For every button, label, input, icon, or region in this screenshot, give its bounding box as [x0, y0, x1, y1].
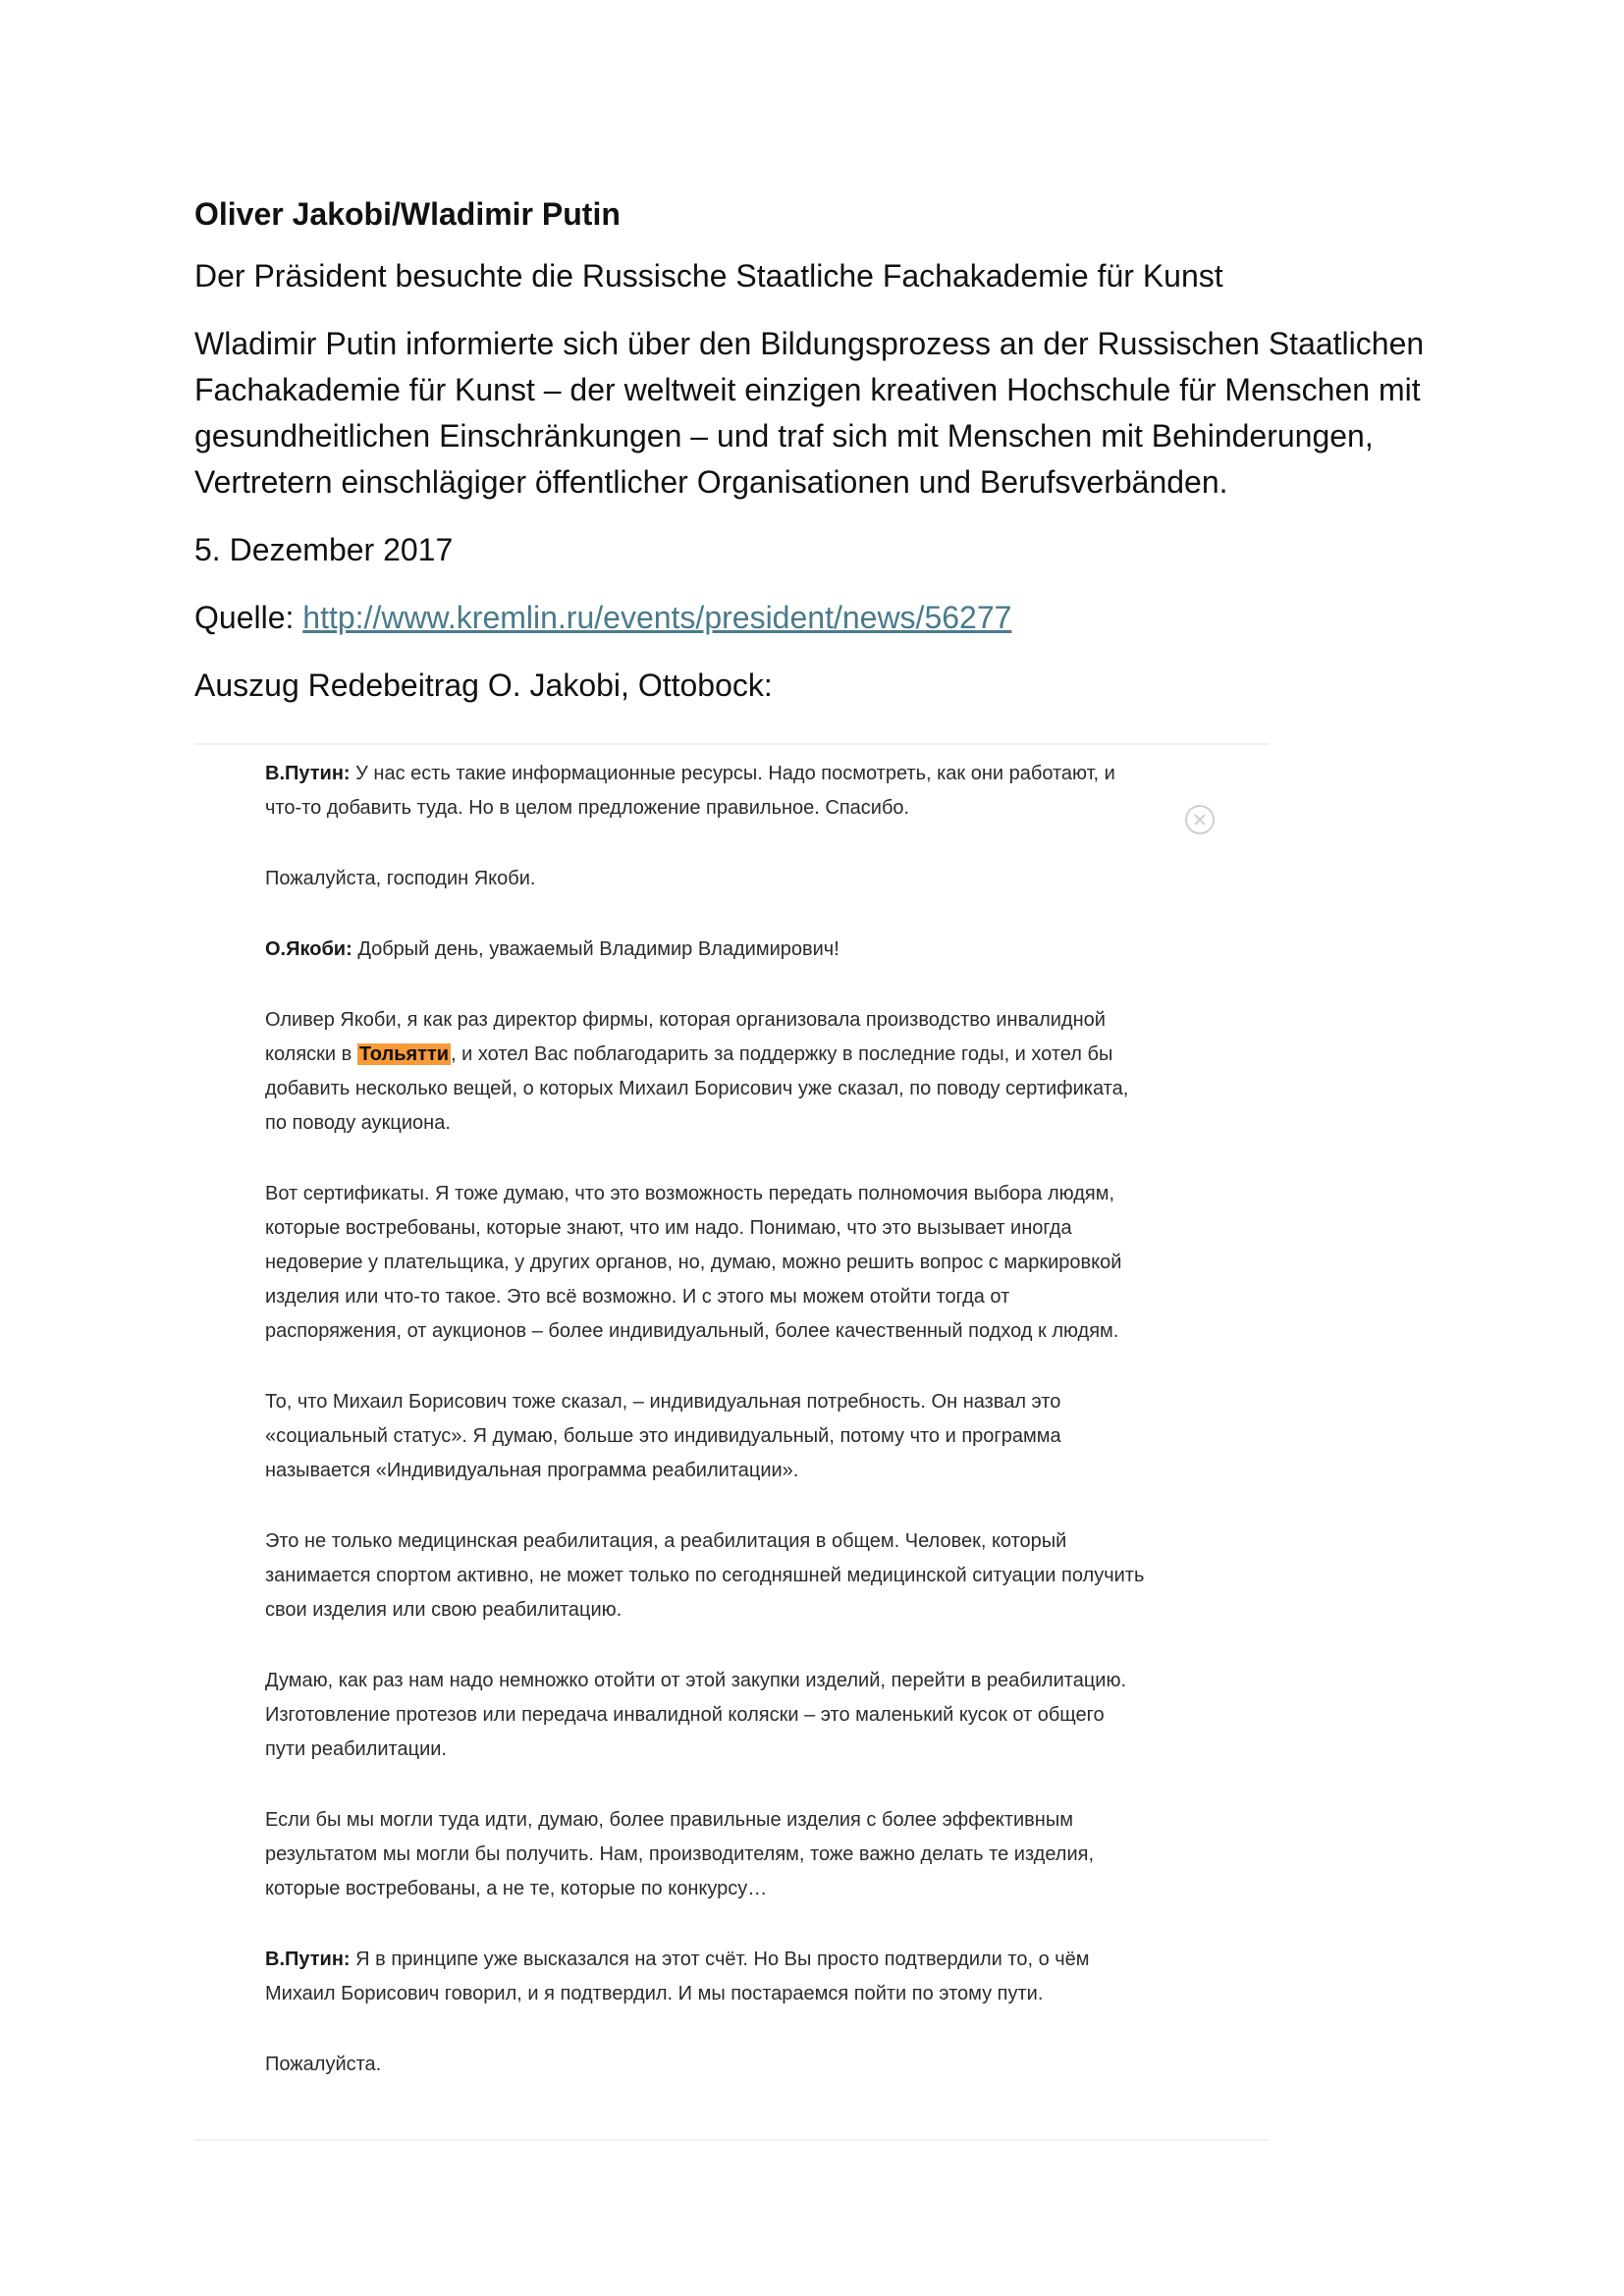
excerpt-label: Auszug Redebeitrag O. Jakobi, Ottobock:: [194, 667, 773, 703]
document-body: [194, 192, 1471, 730]
transcript-paragraph: В.Путин: У нас есть такие информационные ресурсы. Надо посмотреть, как они работают, и что-то добавить туда. Но в целом предложение правильное. Спасибо.: [265, 763, 1115, 819]
transcript-paragraph: Думаю, как раз нам надо немножко отойти от этой закупки изделий, перейти в реабилитацию. Изготовление протезов или передача инвалидной коляски – это маленький кусок от общего пути реабилитации.: [265, 1670, 1127, 1760]
transcript-screenshot: [194, 743, 1269, 2141]
summary: Wladimir Putin informierte sich über den Bildungsprozess an der Russischen Staatlichen Fachakademie für Kunst – der weltweit einzigen kreativen Hochschule für Menschen mit gesundheitlichen Einschränkungen – und traf sich mit Menschen mit Behinderungen, Vertretern einschlägiger öffentlicher Organisationen und Berufsverbänden.: [194, 326, 1425, 500]
search-highlight: Тольятти: [358, 1043, 450, 1065]
source-line: [194, 595, 1471, 641]
transcript-paragraph: Пожалуйста.: [265, 2054, 382, 2075]
source-link[interactable]: http://www.kremlin.ru/events/president/news/56277: [302, 600, 1012, 635]
transcript-paragraph: Вот сертификаты. Я тоже думаю, что это возможность передать полномочия выбора людям, которые востребованы, которые знают, что им надо. Понимаю, что это вызывает иногда недоверие у плательщика, у других органов, но, думаю, можно решить вопрос с маркировкой изделия или что-то такое. Это всё возможно. И с этого мы можем отойти тогда от распоряжения, от аукционов – более индивидуальный, более качественный подход к людям.: [265, 1183, 1122, 1342]
speaker-label: В.Путин:: [265, 1949, 351, 1970]
speaker-label: В.Путин:: [265, 763, 351, 784]
transcript-paragraph: В.Путин: Я в принципе уже высказался на этот счёт. Но Вы просто подтвердили то, о чём Михаил Борисович говорил, и я подтвердил. И мы постараемся пойти по этому пути.: [265, 1949, 1090, 2004]
transcript: [265, 757, 1149, 2118]
speaker-label: О.Якоби:: [265, 938, 352, 960]
transcript-paragraph: Если бы мы могли туда идти, думаю, более правильные изделия с более эффективным результатом мы могли бы получить. Нам, производителям, тоже важно делать те изделия, которые востребованы, а не те, которые по конкурсу…: [265, 1809, 1095, 1899]
transcript-paragraph: Это не только медицинская реабилитация, а реабилитация в общем. Человек, который занимается спортом активно, не может только по сегодняшней медицинской ситуации получить свои изделия или свою реабилитацию.: [265, 1530, 1145, 1621]
subtitle: Der Präsident besuchte die Russische Staatliche Fachakademie für Kunst: [194, 258, 1223, 294]
transcript-paragraph: О.Якоби: Добрый день, уважаемый Владимир Владимирович!: [265, 938, 839, 960]
close-icon[interactable]: [1185, 805, 1215, 834]
transcript-paragraph: То, что Михаил Борисович тоже сказал, – индивидуальная потребность. Он назвал это «социальный статус». Я думаю, больше это индивидуальный, потому что и программа называется «Индивидуальная программа реабилитации».: [265, 1391, 1061, 1481]
document-heading: Oliver Jakobi/Wladimir Putin: [194, 196, 621, 232]
transcript-paragraph: Пожалуйста, господин Якоби.: [265, 868, 536, 889]
date: 5. Dezember 2017: [194, 532, 454, 567]
transcript-paragraph: Оливер Якоби, я как раз директор фирмы, которая организовала производство инвалидной коляски в Тольятти , и хотел Вас поблагодарить за поддержку в последние годы, и хотел бы добавить несколько вещей, о которых Михаил Борисович уже сказал, по поводу сертификата, по поводу аукциона.: [265, 1009, 1129, 1134]
source-label: Quelle:: [194, 600, 295, 635]
